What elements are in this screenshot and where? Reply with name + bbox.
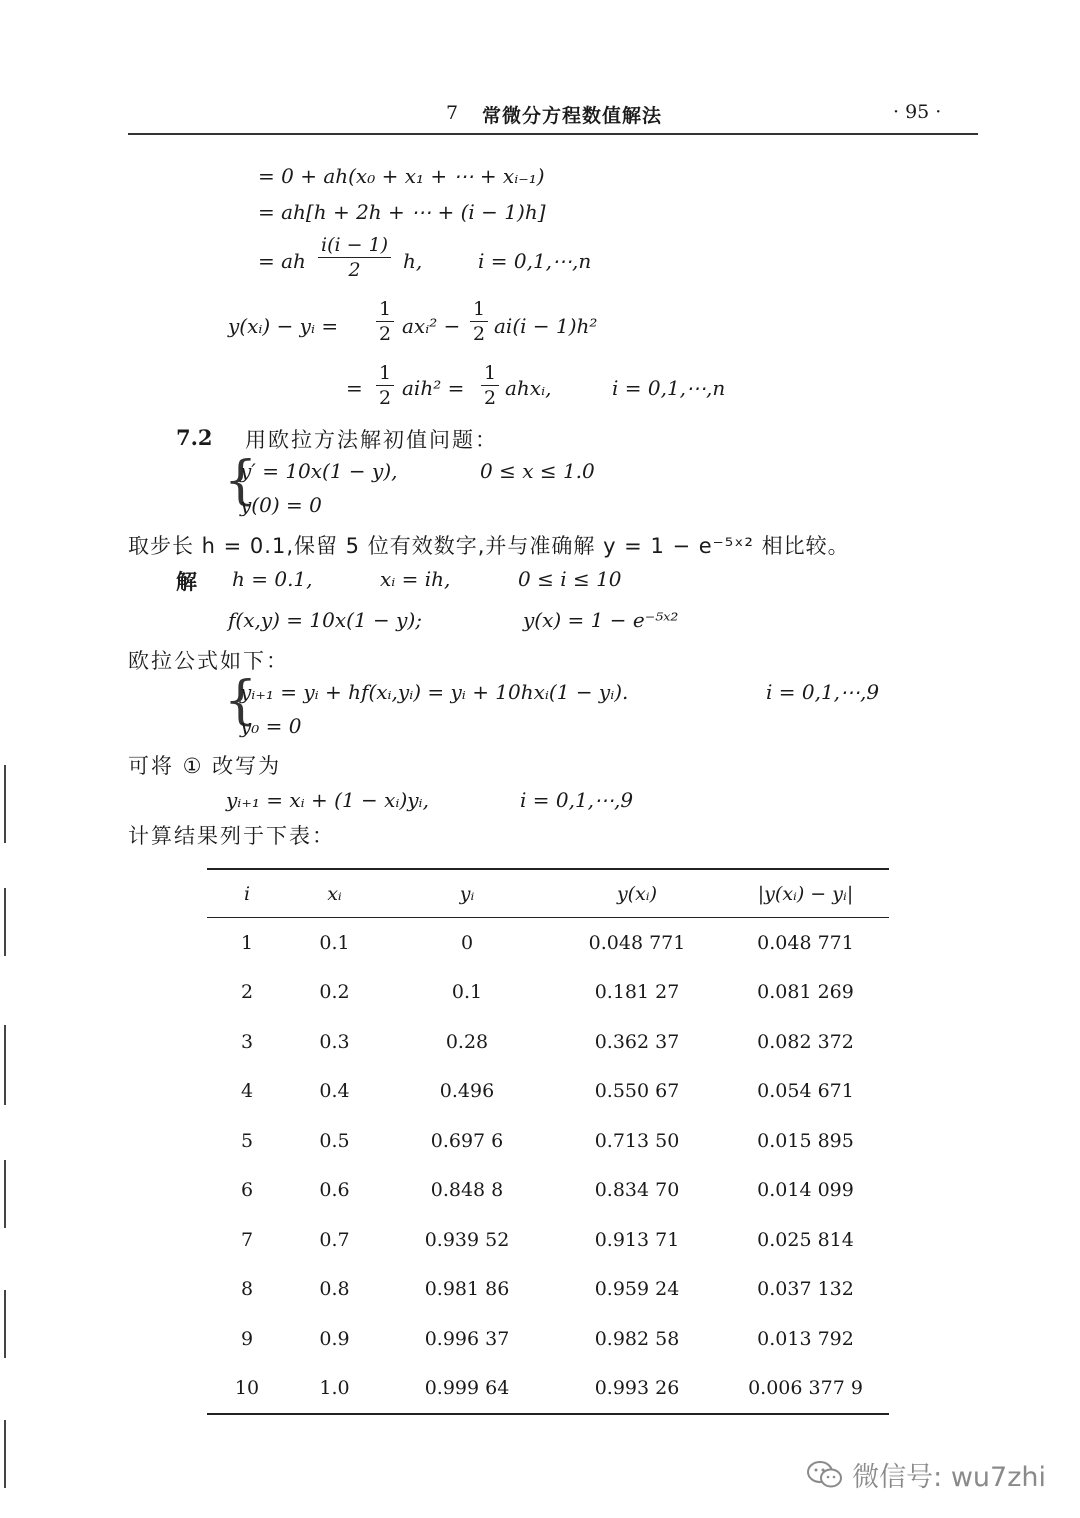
cell-i: 5 (240, 1129, 254, 1152)
derivation-line-3-prefix: = ah (258, 249, 306, 273)
table-row (207, 1364, 889, 1415)
cell-x: 0.8 (319, 1278, 350, 1301)
fraction-denominator: 2 (379, 387, 392, 409)
error-simplified-range: i = 0,1,⋯,n (612, 376, 726, 400)
scan-edge-mark (4, 1420, 6, 1488)
wechat-watermark (806, 1455, 1046, 1494)
cell-i: 4 (240, 1080, 254, 1103)
header-rule (128, 133, 978, 135)
cell-error: 0.054 671 (757, 1080, 854, 1103)
cell-y-numeric: 0 (460, 931, 474, 954)
error-expression-mid: axᵢ² − (402, 314, 461, 338)
cell-y-numeric: 0.996 37 (424, 1327, 510, 1350)
solution-index-range: 0 ≤ i ≤ 10 (518, 567, 622, 591)
euler-initial: y₀ = 0 (240, 714, 302, 738)
cell-x: 0.9 (319, 1327, 350, 1350)
ode-brace: { (224, 451, 258, 511)
table-row (207, 1265, 889, 1315)
cell-error: 0.025 814 (757, 1228, 854, 1251)
cell-y-exact: 0.913 71 (594, 1228, 680, 1251)
fraction-numerator: 1 (376, 298, 394, 322)
cell-error: 0.013 792 (757, 1327, 854, 1350)
error-expression-lhs: y(xᵢ) − yᵢ = (228, 314, 339, 338)
ode-equation: y′ = 10x(1 − y), (240, 459, 398, 483)
cell-i: 2 (240, 981, 254, 1004)
cell-y-numeric: 0.981 86 (424, 1278, 510, 1301)
solution-exact-definition: y(x) = 1 − e⁻⁵ˣ² (523, 608, 679, 632)
cell-i: 9 (240, 1327, 254, 1350)
cell-y-exact: 0.550 67 (594, 1080, 680, 1103)
cell-y-exact: 0.181 27 (594, 981, 680, 1004)
rewrite-formula: yᵢ₊₁ = xᵢ + (1 − xᵢ)yᵢ, (226, 788, 429, 812)
scan-edge-mark (4, 1160, 6, 1228)
error-expression-frac-1 (376, 298, 394, 345)
problem-title: 用欧拉方法解初值问题： (245, 428, 498, 452)
cell-x: 0.4 (319, 1080, 350, 1103)
error-simplified-frac-2 (481, 362, 499, 409)
cell-error: 0.082 372 (757, 1030, 854, 1053)
cell-error: 0.037 132 (757, 1278, 854, 1301)
watermark-text: 微信号: wu7zhi (852, 1462, 1046, 1493)
error-simplified-eq: = (346, 376, 363, 400)
table-row (207, 1116, 889, 1166)
derivation-line-3-suffix: h, (403, 249, 423, 273)
cell-y-exact: 0.959 24 (594, 1278, 680, 1301)
header-i: i (207, 869, 287, 918)
solution-step-size: h = 0.1, (232, 567, 313, 591)
fraction-denominator: 2 (484, 387, 497, 409)
cell-i: 8 (240, 1278, 254, 1301)
cell-i: 3 (240, 1030, 254, 1053)
solution-grid-points: xᵢ = ih, (380, 567, 451, 591)
table-row (207, 1314, 889, 1364)
fraction-denominator: 2 (473, 323, 486, 345)
cell-error: 0.006 377 9 (722, 1364, 889, 1415)
derivation-line-2: = ah[h + 2h + ⋯ + (i − 1)h] (258, 200, 546, 224)
header-x: xᵢ (287, 869, 382, 918)
page-number: · 95 · (893, 101, 942, 123)
derivation-line-3-fraction (318, 234, 391, 281)
table-row (207, 1215, 889, 1265)
problem-number: 7.2 (176, 425, 213, 450)
error-expression-frac-2 (470, 298, 488, 345)
cell-error: 0.014 099 (757, 1179, 854, 1202)
rewrite-intro: 可将 ① 改写为 (128, 754, 282, 778)
fraction-numerator: 1 (481, 362, 499, 386)
header-y-numeric: yᵢ (382, 869, 552, 918)
scan-edge-mark (4, 888, 6, 956)
euler-brace: { (224, 671, 258, 731)
cell-y-exact: 0.993 26 (552, 1364, 722, 1415)
fraction-numerator: i(i − 1) (318, 234, 391, 258)
fraction-denominator: 2 (379, 323, 392, 345)
scan-edge-mark (4, 1025, 6, 1105)
cell-x: 0.6 (319, 1179, 350, 1202)
cell-i: 1 (240, 931, 254, 954)
fraction-denominator: 2 (348, 259, 361, 281)
cell-y-numeric: 0.697 6 (430, 1129, 504, 1152)
cell-error: 0.015 895 (757, 1129, 854, 1152)
fraction-numerator: 1 (470, 298, 488, 322)
table-body (207, 918, 889, 1415)
euler-intro: 欧拉公式如下： (128, 649, 289, 673)
wechat-icon (806, 1460, 844, 1490)
error-expression-suffix: ai(i − 1)h² (494, 314, 598, 338)
error-simplified-frac-1 (376, 362, 394, 409)
table-header-row (207, 869, 889, 918)
solution-f-definition: f(x,y) = 10x(1 − y); (228, 608, 422, 632)
cell-x: 0.7 (319, 1228, 350, 1251)
cell-x: 0.2 (319, 981, 350, 1004)
scan-edge-mark (4, 765, 6, 843)
derivation-line-3-range: i = 0,1,⋯,n (478, 249, 592, 273)
error-simplified-mid: aih² = (402, 376, 465, 400)
cell-y-exact: 0.362 37 (594, 1030, 680, 1053)
cell-y-numeric: 0.999 64 (382, 1364, 552, 1415)
results-table (207, 868, 889, 1415)
header-y-exact: y(xᵢ) (552, 869, 722, 918)
table-intro: 计算结果列于下表： (128, 824, 335, 848)
cell-x: 1.0 (287, 1364, 382, 1415)
fraction-numerator: 1 (376, 362, 394, 386)
error-simplified-suffix: ahxᵢ, (505, 376, 552, 400)
cell-i: 6 (240, 1179, 254, 1202)
cell-y-numeric: 0.28 (445, 1030, 489, 1053)
table-row (207, 1166, 889, 1216)
cell-i: 7 (240, 1228, 254, 1251)
cell-x: 0.5 (319, 1129, 350, 1152)
table-row (207, 1017, 889, 1067)
table-row (207, 918, 889, 968)
header-error: |y(xᵢ) − yᵢ| (722, 869, 889, 918)
ode-initial-condition: y(0) = 0 (240, 493, 322, 517)
cell-error: 0.081 269 (757, 981, 854, 1004)
cell-y-numeric: 0.939 52 (424, 1228, 510, 1251)
scan-edge-mark (4, 1290, 6, 1358)
cell-y-exact: 0.982 58 (594, 1327, 680, 1350)
cell-x: 0.1 (319, 931, 350, 954)
cell-y-exact: 0.834 70 (594, 1179, 680, 1202)
euler-recurrence-range: i = 0,1,⋯,9 (766, 680, 880, 704)
euler-recurrence: yᵢ₊₁ = yᵢ + hf(xᵢ,yᵢ) = yᵢ + 10hxᵢ(1 − yᵢ). (240, 680, 629, 704)
cell-i: 10 (207, 1364, 287, 1415)
table-row (207, 1067, 889, 1117)
solution-label: 解 (176, 570, 197, 594)
ode-domain: 0 ≤ x ≤ 1.0 (480, 459, 595, 483)
cell-y-exact: 0.713 50 (594, 1129, 680, 1152)
cell-y-numeric: 0.848 8 (430, 1179, 504, 1202)
cell-y-exact: 0.048 771 (588, 931, 686, 954)
rewrite-range: i = 0,1,⋯,9 (520, 788, 634, 812)
chapter-number: 7 (446, 102, 459, 124)
table-row (207, 968, 889, 1018)
cell-x: 0.3 (319, 1030, 350, 1053)
chapter-title: 常微分方程数值解法 (482, 105, 663, 127)
cell-error: 0.048 771 (757, 931, 854, 954)
derivation-line-1: = 0 + ah(x₀ + x₁ + ⋯ + xᵢ₋₁) (258, 164, 545, 188)
cell-y-numeric: 0.1 (451, 981, 483, 1004)
cell-y-numeric: 0.496 (439, 1080, 495, 1103)
problem-instruction: 取步长 h = 0.1,保留 5 位有效数字,并与准确解 y = 1 − e⁻⁵ˣ² 相比较。 (128, 534, 850, 558)
